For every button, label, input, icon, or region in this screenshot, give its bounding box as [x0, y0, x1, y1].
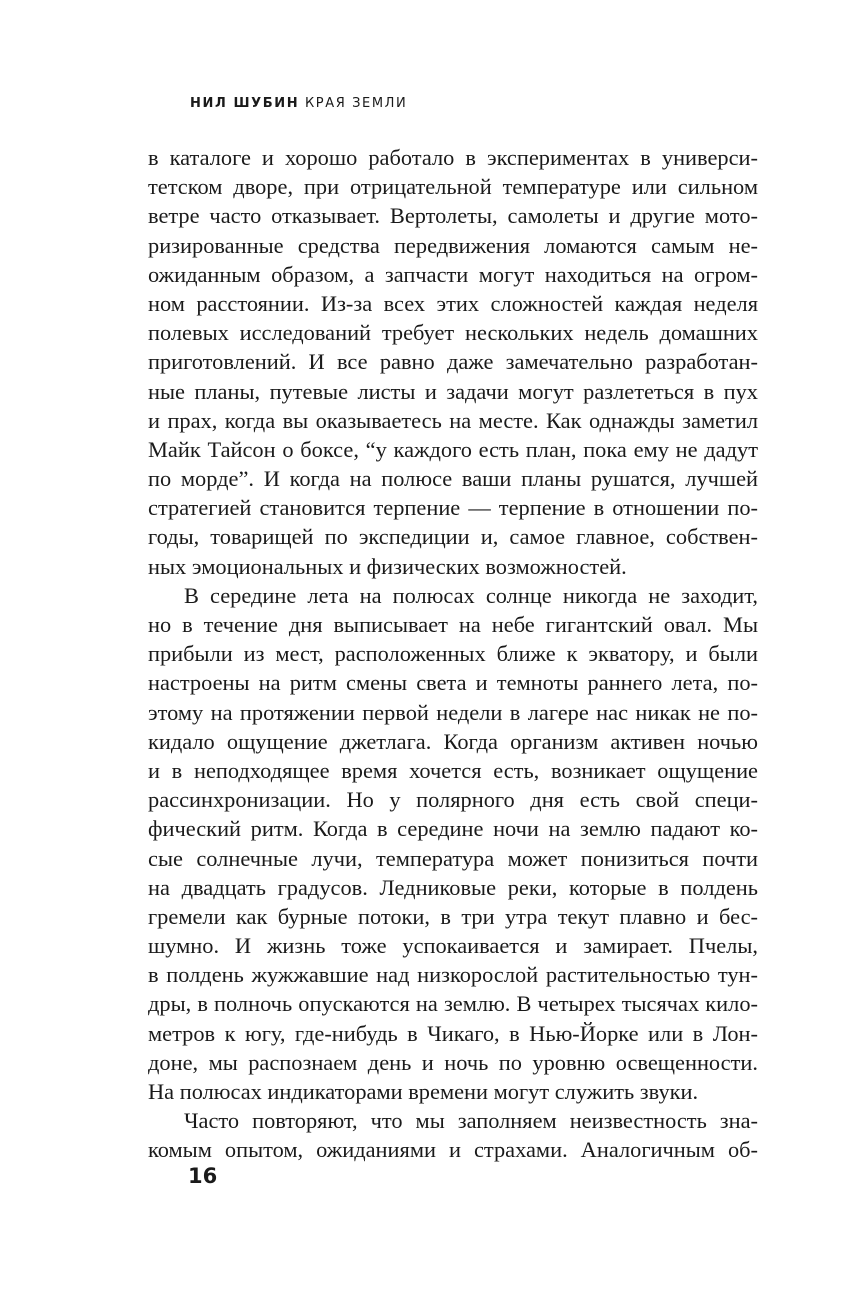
text-line: ные планы, путевые листы и задачи могут разлететься в пух	[148, 378, 758, 404]
text-line: ожиданным образом, а запчасти могут находиться на огром-	[148, 261, 758, 287]
text-line: ветре часто отказывает. Вертолеты, самолеты и другие мото-	[148, 203, 758, 229]
text-line: прибыли из мест, расположенных ближе к экватору, и были	[148, 641, 758, 667]
text-line: фический ритм. Когда в середине ночи на землю падают ко-	[148, 816, 758, 842]
text-line: на двадцать градусов. Ледниковые реки, которые в полдень	[148, 874, 758, 900]
text-line: по морде”. И когда на полюсе ваши планы рушатся, лучшей	[148, 466, 758, 492]
text-line: Часто повторяют, что мы заполняем неизвестность зна-	[184, 1108, 758, 1134]
text-line: годы, товарищей по экспедиции и, самое главное, собствен-	[148, 524, 758, 550]
page-number: 16	[188, 1164, 218, 1188]
text-line: кидало ощущение джетлага. Когда организм активен ночью	[148, 728, 758, 754]
text-line: сые солнечные лучи, температура может понизиться почти	[148, 845, 758, 871]
text-line: доне, мы распознаем день и ночь по уровню освещенности.	[148, 1049, 758, 1075]
text-line: стратегией становится терпение — терпение в отношении по-	[148, 495, 758, 521]
text-line: гремели как бурные потоки, в три утра текут плавно и бес-	[148, 903, 758, 929]
text-line: и в неподходящее время хочется есть, возникает ощущение	[148, 757, 758, 783]
running-head	[190, 96, 407, 111]
text-line: ном расстоянии. Из-за всех этих сложностей каждая неделя	[148, 290, 758, 316]
text-line: рассинхронизации. Но у полярного дня есть свой специ-	[148, 787, 758, 813]
text-line: метров к югу, где-нибудь в Чикаго, в Нью-Йорке или в Лон-	[148, 1020, 758, 1046]
text-line: В середине лета на полюсах солнце никогда не заходит,	[184, 582, 758, 608]
text-line: полевых исследований требует нескольких недель домашних	[148, 320, 758, 346]
text-line: шумно. И жизнь тоже успокаивается и замирает. Пчелы,	[148, 933, 758, 959]
text-line: в полдень жужжавшие над низкорослой растительностью тун-	[148, 962, 758, 988]
running-head-title: КРАЯ ЗЕМЛИ	[304, 96, 408, 111]
running-head-author: НИЛ ШУБИН	[190, 96, 300, 111]
text-line: настроены на ритм смены света и темноты раннего лета, по-	[148, 670, 758, 696]
text-line: и прах, когда вы оказываетесь на месте. Как однажды заметил	[148, 407, 758, 433]
body-text	[148, 143, 758, 1165]
text-line: ных эмоциональных и физических возможностей.	[148, 553, 627, 579]
text-line: этому на протяжении первой недели в лагере нас никак не по-	[148, 699, 758, 725]
text-line: комым опытом, ожиданиями и страхами. Аналогичным об-	[148, 1137, 758, 1163]
text-line: тетском дворе, при отрицательной температуре или сильном	[148, 174, 758, 200]
text-line: На полюсах индикаторами времени могут служить звуки.	[148, 1079, 699, 1104]
text-line: Майк Тайсон о боксе, “у каждого есть план, пока ему не дадут	[148, 436, 758, 462]
text-line: ризированные средства передвижения ломаются самым не-	[148, 232, 758, 258]
text-line: в каталоге и хорошо работало в экспериментах в универси-	[148, 145, 758, 170]
text-line: но в течение дня выписывает на небе гигантский овал. Мы	[148, 612, 758, 637]
text-line: дры, в полночь опускаются на землю. В четырех тысячах кило-	[148, 991, 758, 1017]
text-line: приготовлений. И все равно даже замечательно разработан-	[148, 349, 758, 375]
